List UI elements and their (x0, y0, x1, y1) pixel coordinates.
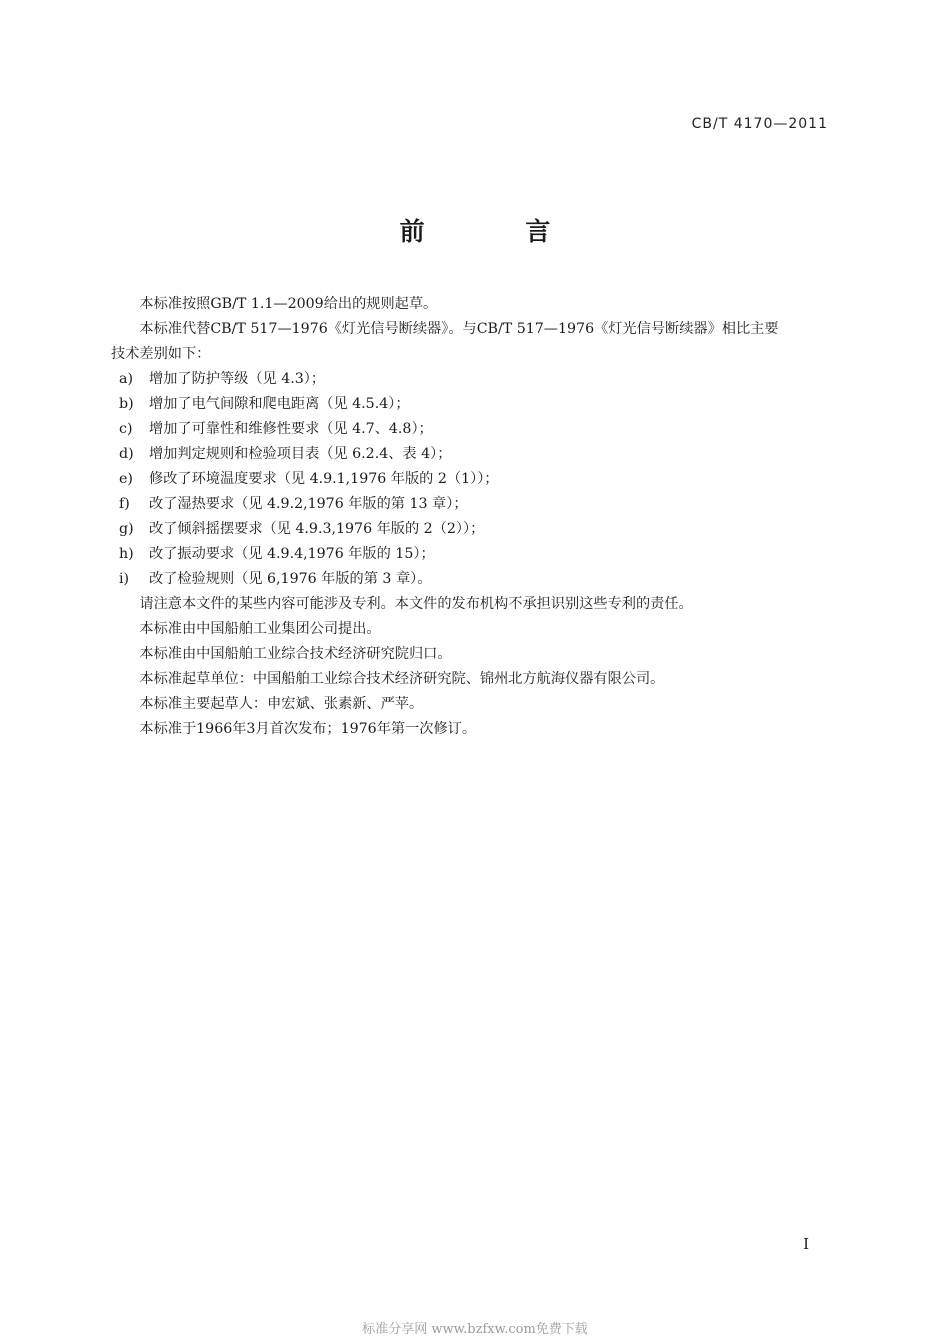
paragraph-replacement: 本标准代替CB/T 517—1976《灯光信号断续器》。与CB/T 517—1976《灯光信号断续器》相比主要 (139, 321, 779, 337)
list-marker: b) (119, 396, 134, 412)
list-text: 改了检验规则（见 6,1976 年版的第 3 章）。 (149, 571, 432, 587)
list-item (111, 442, 831, 467)
list-text: 增加了可靠性和维修性要求（见 4.7、4.8）； (149, 421, 433, 437)
list-text: 修改了环境温度要求（见 4.9.1,1976 年版的 2（1））； (149, 471, 499, 487)
list-item (111, 542, 831, 567)
paragraph-drafting-units: 本标准起草单位：中国船舶工业综合技术经济研究院、锦州北方航海仪器有限公司。 (139, 671, 665, 687)
list-marker: d) (119, 446, 134, 462)
list-item (111, 417, 831, 442)
list-marker: c) (119, 421, 133, 437)
paragraph-history: 本标准于1966年3月首次发布；1976年第一次修订。 (139, 721, 477, 737)
list-text: 改了倾斜摇摆要求（见 4.9.3,1976 年版的 2（2））； (149, 521, 485, 537)
list-marker: e) (119, 471, 133, 487)
page-title: 前 言 (399, 217, 597, 246)
paragraph-administrator: 本标准由中国船舶工业综合技术经济研究院归口。 (139, 646, 452, 662)
list-marker: a) (119, 371, 133, 387)
paragraph-drafting-rule: 本标准按照GB/T 1.1—2009给出的规则起草。 (139, 296, 438, 312)
list-text: 增加了防护等级（见 4.3）； (149, 371, 326, 387)
list-item (111, 492, 831, 517)
paragraph-replacement-cont: 技术差别如下： (111, 346, 211, 362)
list-marker: i) (119, 571, 130, 587)
list-text: 改了湿热要求（见 4.9.2,1976 年版的第 13 章）； (149, 496, 468, 512)
list-marker: f) (119, 496, 130, 512)
list-item (111, 367, 831, 392)
list-item (111, 467, 831, 492)
foreword-body (111, 292, 831, 742)
paragraph-drafters: 本标准主要起草人：申宏斌、张素新、严苹。 (139, 696, 424, 712)
changes-list (111, 367, 831, 592)
list-text: 增加判定规则和检验项目表（见 6.2.4、表 4）； (149, 446, 452, 462)
list-item (111, 392, 831, 417)
list-marker: h) (119, 546, 134, 562)
list-marker: g) (119, 521, 134, 537)
list-text: 改了振动要求（见 4.9.4,1976 年版的 15）； (149, 546, 435, 562)
paragraph-patent-notice: 请注意本文件的某些内容可能涉及专利。本文件的发布机构不承担识别这些专利的责任。 (139, 596, 693, 612)
list-item (111, 517, 831, 542)
paragraph-proposer: 本标准由中国船舶工业集团公司提出。 (139, 621, 381, 637)
standard-code: CB/T 4170—2011 (691, 116, 828, 132)
page-number: I (803, 1235, 809, 1253)
watermark: 标准分享网 www.bzfxw.com免费下载 (362, 1322, 588, 1337)
list-item (111, 567, 831, 592)
list-text: 增加了电气间隙和爬电距离（见 4.5.4）； (149, 396, 410, 412)
